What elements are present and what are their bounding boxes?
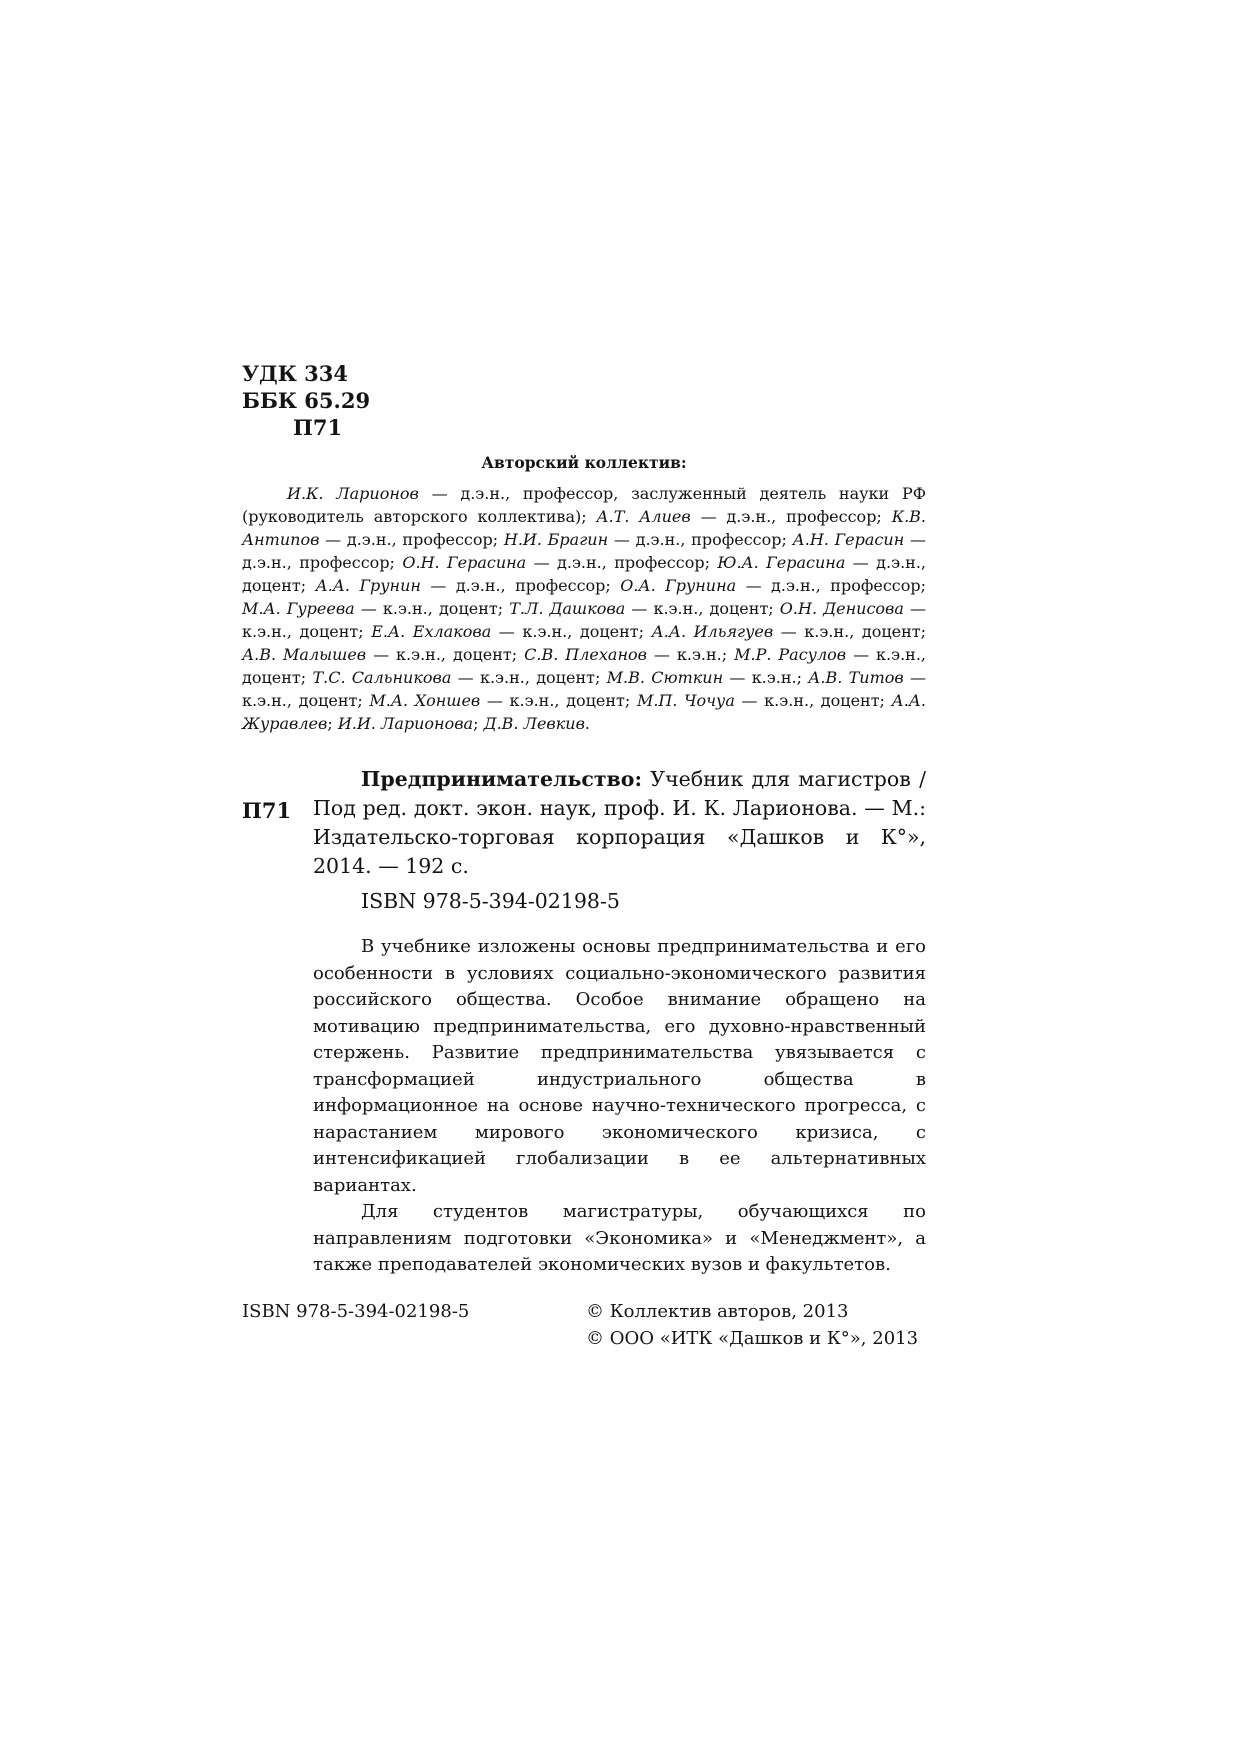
copyright-authors: © Коллектив авторов, 2013 xyxy=(586,1301,849,1322)
author-credentials: — д.э.н., профессор; xyxy=(608,530,793,549)
author-credentials: — к.э.н., доцент; xyxy=(451,668,607,687)
author-credentials: — к.э.н., доцент; xyxy=(366,645,525,664)
author-credentials: ; xyxy=(473,714,484,733)
author-credentials: — к.э.н., доцент; xyxy=(242,668,927,710)
copyright-block xyxy=(586,1298,918,1352)
author-credentials: — к.э.н., доцент; xyxy=(242,645,927,687)
author-credentials: — к.э.н., доцент; xyxy=(480,691,637,710)
author-name: Е.А. Ехлакова xyxy=(371,622,492,641)
annotation-paragraph: Для студентов магистратуры, обучающихся по направлениям подготовки «Экономика» и «Менеджмент», а также преподавателей экономических вузов и факультетов. xyxy=(313,1201,926,1275)
author-credentials: — д.э.н., профессор; xyxy=(319,530,504,549)
author-mark-bib: П71 xyxy=(242,798,292,823)
author-name: А.В. Малышев xyxy=(242,645,367,664)
author-name: С.В. Плеханов xyxy=(524,645,647,664)
copyright-publisher: © ООО «ИТК «Дашков и К°», 2013 xyxy=(586,1328,919,1349)
author-credentials: — к.э.н.; xyxy=(723,668,809,687)
author-name: М.П. Чочуа xyxy=(636,691,735,710)
bbk-code: ББК 65.29 xyxy=(242,388,371,413)
isbn: ISBN 978-5-394-02198-5 xyxy=(361,889,620,913)
author-credentials: — д.э.н., профессор; xyxy=(242,530,926,572)
authors-heading: Авторский коллектив: xyxy=(481,453,687,472)
annotation xyxy=(313,934,926,1279)
author-credentials: — д.э.н., профессор, заслуженный деятель науки РФ (руководитель авторского коллектива); xyxy=(242,484,926,526)
author-name: М.А. Хоншев xyxy=(369,691,481,710)
author-name: А.Н. Герасин xyxy=(792,530,905,549)
author-credentials: — д.э.н., доцент; xyxy=(242,553,926,595)
author-credentials: — к.э.н., доцент; xyxy=(354,599,510,618)
author-name: М.В. Сюткин xyxy=(606,668,724,687)
author-name: О.Н. Денисова xyxy=(779,599,904,618)
author-name: А.В. Титов xyxy=(808,668,904,687)
authors-list xyxy=(242,482,926,735)
author-name: О.Н. Герасина xyxy=(402,553,527,572)
author-credentials: — к.э.н., доцент; xyxy=(734,691,892,710)
author-name: О.А. Грунина xyxy=(620,576,737,595)
footer-isbn: ISBN 978-5-394-02198-5 xyxy=(242,1301,470,1322)
author-credentials: ; xyxy=(327,714,338,733)
author-credentials: — к.э.н., доцент; xyxy=(625,599,780,618)
author-credentials: — д.э.н., профессор; xyxy=(526,553,718,572)
author-name: А.А. Ильягуев xyxy=(651,622,774,641)
author-credentials: — к.э.н.; xyxy=(646,645,735,664)
author-credentials: . xyxy=(584,714,590,733)
author-name: А.А. Грунин xyxy=(315,576,421,595)
author-mark-top: П71 xyxy=(293,415,343,440)
author-name: К.В. Антипов xyxy=(242,507,926,549)
author-name: А.Т. Алиев xyxy=(596,507,691,526)
udk-code: УДК 334 xyxy=(242,361,348,386)
annotation-paragraph: В учебнике изложены основы предпринимательства и его особенности в условиях социально-экономического развития российского общества. Особое внимание обращено на мотивацию предпринимательства, его духовно-нравственный стержень. Развитие предпринимательства увязывается с трансформацией индустриального общества в информационное на основе научно-технического прогресса, с нарастанием мирового экономического кризиса, с интенсификацией глобализации в ее альтернативных вариантах. xyxy=(313,936,926,1196)
author-name: И.И. Ларионова xyxy=(337,714,474,733)
author-credentials: — к.э.н., доцент; xyxy=(242,599,927,641)
author-name: Ю.А. Герасина xyxy=(717,553,846,572)
author-name: М.Р. Расулов xyxy=(734,645,847,664)
author-name: Д.В. Левкив xyxy=(483,714,585,733)
author-name: Н.И. Брагин xyxy=(503,530,609,549)
author-credentials: — к.э.н., доцент; xyxy=(491,622,652,641)
author-credentials: — д.э.н., профессор; xyxy=(690,507,892,526)
author-credentials: — д.э.н., профессор; xyxy=(736,576,927,595)
author-name: Т.С. Сальникова xyxy=(312,668,452,687)
author-name: И.К. Ларионов xyxy=(287,484,419,503)
author-name: М.А. Гуреева xyxy=(242,599,355,618)
author-name: Т.Л. Дашкова xyxy=(509,599,626,618)
author-credentials: — д.э.н., профессор; xyxy=(420,576,621,595)
book-description: Учебник для магистров / Под ред. докт. экон. наук, проф. И. К. Ларионова. — М.: Издательско-торговая корпорация «Дашков и К°», 2014. — 192 с. xyxy=(313,767,926,878)
book-title: Предпринимательство: xyxy=(361,767,643,791)
author-name: А.А. Журавлев xyxy=(242,691,926,733)
author-credentials: — к.э.н., доцент; xyxy=(773,622,926,641)
bibliographic-entry xyxy=(313,765,926,881)
